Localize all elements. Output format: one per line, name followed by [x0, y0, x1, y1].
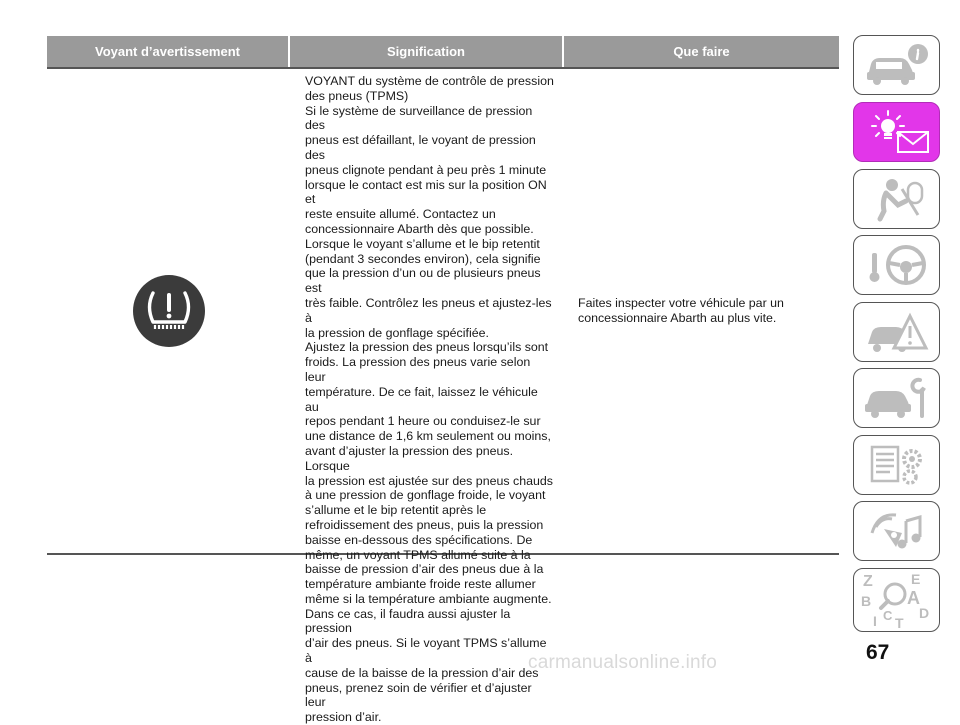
tab-steering[interactable] — [853, 235, 940, 295]
index-letter: D — [918, 605, 929, 621]
watermark[interactable]: carmanualsonline.info — [528, 652, 718, 673]
tab-index[interactable] — [853, 568, 940, 632]
tab-seat-safety[interactable] — [853, 169, 940, 229]
page-number: 67 — [866, 641, 890, 664]
header-what-to-do: Que faire — [564, 36, 839, 67]
index-letter: C — [882, 608, 892, 623]
warning-light-cell — [47, 69, 290, 553]
seat-safety-icon — [862, 175, 932, 223]
breakdown-icon — [862, 308, 932, 356]
tab-warning-lights[interactable] — [853, 102, 940, 162]
warning-lights-icon — [862, 108, 932, 156]
index-letter: E — [910, 571, 920, 587]
tab-maintenance[interactable] — [853, 368, 940, 428]
header-meaning: Signification — [290, 36, 562, 67]
tab-breakdown[interactable] — [853, 302, 940, 362]
steering-wheel-icon — [862, 241, 932, 289]
index-letter: A — [906, 588, 920, 608]
tab-car-info[interactable] — [853, 35, 940, 95]
index-letter: T — [894, 615, 904, 631]
index-letter: Z — [862, 573, 873, 590]
specifications-icon — [862, 441, 932, 489]
tpms-warning-icon — [133, 275, 205, 347]
car-info-icon — [862, 42, 932, 88]
table-header — [47, 36, 839, 67]
tab-multimedia[interactable] — [853, 501, 940, 561]
header-warning-light: Voyant d’avertissement — [47, 36, 288, 67]
tab-specifications[interactable] — [853, 435, 940, 495]
index-letter: I — [872, 613, 877, 629]
index-icon — [857, 570, 937, 630]
what-to-do-text: Faites inspecter votre véhicule par un concessionnaire Abarth au plus vite. — [578, 296, 784, 325]
meaning-text: VOYANT du système de contrôle de pression des pneus (TPMS) Si le système de surveillance de pression des pneus est défaillant, le voyant de pression des pneus clignote pendant à peu près 1 minute lorsque le contact est mis sur la position ON et reste ensuite allumé. Contactez un concessionnaire Abarth dès que possible. Lorsque le voyant s’allume et le bip retentit (pendant 3 secondes environ), cela signifie que la pression d’un ou de plusieurs pneus est très faible. Contrôlez les pneus et ajustez-les à la pression de gonflage spécifiée. Ajustez la pression des pneus lorsqu’ils sont froids. La pression des pneus varie selon leur température. De ce fait, laissez le véhicule au repos pendant 1 heure ou conduisez-le sur une distance de 1,6 km seulement ou moins, avant d’ajuster la pression des pneus. Lorsque la pression est ajustée sur des pneus chauds à une pression de gonflage froide, le voyant s’allume et le bip retentit après le refroidissement des pneus, puis la pression baisse en-dessous des spécifications. De même, un voyant TPMS allumé suite à la baisse de pression d’air des pneus due à la température ambiante froide reste allumer même si la température ambiante augmente. Dans ce cas, il faudra aussi ajuster la pression d’air des pneus. Si le voyant TPMS s’allume à cause de la baisse de la pression d’air des pneus, prenez soin de vérifier et d’ajuster leur pression d’air. — [305, 74, 554, 725]
car-maintenance-icon — [862, 374, 932, 422]
multimedia-icon — [862, 507, 932, 555]
index-letter: B — [860, 593, 871, 609]
